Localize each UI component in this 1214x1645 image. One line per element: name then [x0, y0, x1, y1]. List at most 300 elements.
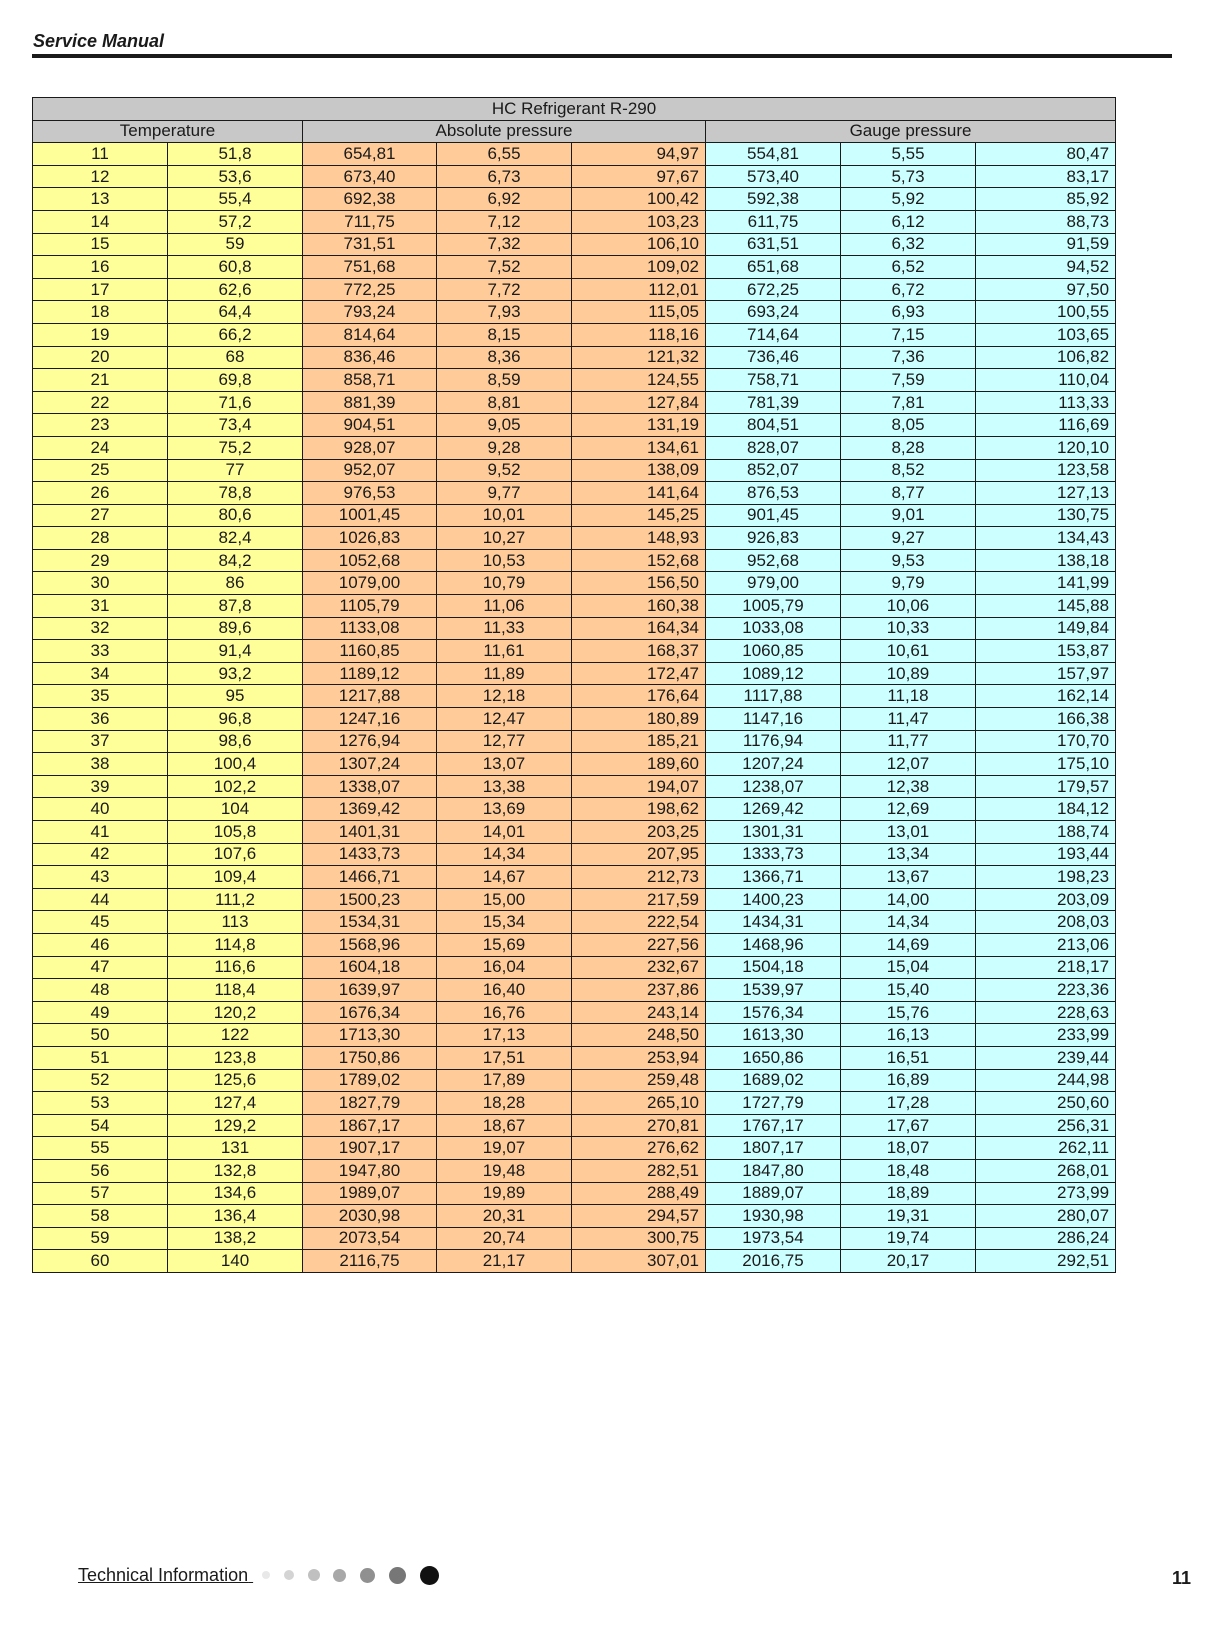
table-cell: 18,07	[841, 1137, 976, 1160]
table-row	[33, 662, 1116, 685]
table-cell: 16,76	[437, 1001, 572, 1024]
table-cell: 1767,17	[706, 1114, 841, 1137]
table-cell: 66,2	[168, 323, 303, 346]
table-cell: 300,75	[572, 1227, 706, 1250]
table-cell: 38	[33, 753, 168, 776]
table-cell: 50	[33, 1024, 168, 1047]
table-cell: 8,59	[437, 369, 572, 392]
table-cell: 104	[168, 798, 303, 821]
table-cell: 123,8	[168, 1046, 303, 1069]
table-cell: 7,93	[437, 301, 572, 324]
table-row	[33, 143, 1116, 166]
table-cell: 60	[33, 1250, 168, 1273]
table-cell: 12,38	[841, 775, 976, 798]
table-cell: 852,07	[706, 459, 841, 482]
table-row	[33, 911, 1116, 934]
table-cell: 1301,31	[706, 821, 841, 844]
table-cell: 112,01	[572, 278, 706, 301]
table-cell: 113	[168, 911, 303, 934]
table-cell: 141,99	[976, 572, 1116, 595]
table-row	[33, 843, 1116, 866]
table-cell: 573,40	[706, 165, 841, 188]
table-cell: 858,71	[303, 369, 437, 392]
table-cell: 97,50	[976, 278, 1116, 301]
group-header-gauge-pressure: Gauge pressure	[706, 120, 1116, 143]
table-cell: 14,34	[841, 911, 976, 934]
table-cell: 109,4	[168, 866, 303, 889]
table-cell: 113,33	[976, 391, 1116, 414]
table-cell: 1713,30	[303, 1024, 437, 1047]
table-cell: 11,77	[841, 730, 976, 753]
table-row	[33, 459, 1116, 482]
table-cell: 36	[33, 708, 168, 731]
table-cell: 217,59	[572, 888, 706, 911]
table-cell: 1217,88	[303, 685, 437, 708]
table-cell: 118,4	[168, 979, 303, 1002]
table-cell: 18,48	[841, 1159, 976, 1182]
table-cell: 20	[33, 346, 168, 369]
table-cell: 672,25	[706, 278, 841, 301]
table-cell: 115,05	[572, 301, 706, 324]
table-cell: 109,02	[572, 256, 706, 279]
table-cell: 5,55	[841, 143, 976, 166]
table-cell: 772,25	[303, 278, 437, 301]
table-cell: 1207,24	[706, 753, 841, 776]
table-cell: 149,84	[976, 617, 1116, 640]
table-cell: 16,04	[437, 956, 572, 979]
table-cell: 122	[168, 1024, 303, 1047]
table-cell: 273,99	[976, 1182, 1116, 1205]
table-cell: 203,09	[976, 888, 1116, 911]
table-cell: 243,14	[572, 1001, 706, 1024]
table-cell: 17,13	[437, 1024, 572, 1047]
table-cell: 1689,02	[706, 1069, 841, 1092]
table-cell: 731,51	[303, 233, 437, 256]
table-cell: 156,50	[572, 572, 706, 595]
table-cell: 793,24	[303, 301, 437, 324]
table-cell: 233,99	[976, 1024, 1116, 1047]
table-cell: 631,51	[706, 233, 841, 256]
table-cell: 87,8	[168, 595, 303, 618]
table-cell: 160,38	[572, 595, 706, 618]
table-cell: 1650,86	[706, 1046, 841, 1069]
table-cell: 11	[33, 143, 168, 166]
table-cell: 56	[33, 1159, 168, 1182]
table-cell: 184,12	[976, 798, 1116, 821]
table-cell: 16,51	[841, 1046, 976, 1069]
table-row	[33, 256, 1116, 279]
table-cell: 2073,54	[303, 1227, 437, 1250]
table-row	[33, 1137, 1116, 1160]
table-cell: 265,10	[572, 1092, 706, 1115]
table-cell: 10,89	[841, 662, 976, 685]
table-cell: 270,81	[572, 1114, 706, 1137]
table-cell: 48	[33, 979, 168, 1002]
table-cell: 138,2	[168, 1227, 303, 1250]
table-cell: 1176,94	[706, 730, 841, 753]
table-cell: 176,64	[572, 685, 706, 708]
table-cell: 2016,75	[706, 1250, 841, 1273]
table-cell: 1401,31	[303, 821, 437, 844]
table-cell: 1005,79	[706, 595, 841, 618]
table-cell: 157,97	[976, 662, 1116, 685]
table-cell: 1276,94	[303, 730, 437, 753]
table-cell: 8,05	[841, 414, 976, 437]
table-cell: 35	[33, 685, 168, 708]
table-row	[33, 369, 1116, 392]
table-cell: 1867,17	[303, 1114, 437, 1137]
table-cell: 1369,42	[303, 798, 437, 821]
table-cell: 307,01	[572, 1250, 706, 1273]
table-cell: 54	[33, 1114, 168, 1137]
table-cell: 1576,34	[706, 1001, 841, 1024]
table-cell: 736,46	[706, 346, 841, 369]
table-cell: 138,09	[572, 459, 706, 482]
table-cell: 88,73	[976, 210, 1116, 233]
table-cell: 13,07	[437, 753, 572, 776]
table-cell: 7,36	[841, 346, 976, 369]
table-cell: 152,68	[572, 549, 706, 572]
table-cell: 77	[168, 459, 303, 482]
table-cell: 123,58	[976, 459, 1116, 482]
table-cell: 19,48	[437, 1159, 572, 1182]
table-cell: 84,2	[168, 549, 303, 572]
table-cell: 100,42	[572, 188, 706, 211]
table-row	[33, 798, 1116, 821]
table-cell: 12,69	[841, 798, 976, 821]
table-cell: 111,2	[168, 888, 303, 911]
table-cell: 1676,34	[303, 1001, 437, 1024]
table-cell: 13,38	[437, 775, 572, 798]
table-cell: 31	[33, 595, 168, 618]
table-row	[33, 1227, 1116, 1250]
footer-link[interactable]: Technical Information	[78, 1565, 249, 1585]
table-row	[33, 278, 1116, 301]
table-cell: 1433,73	[303, 843, 437, 866]
table-cell: 94,52	[976, 256, 1116, 279]
table-cell: 14,34	[437, 843, 572, 866]
table-cell: 28	[33, 527, 168, 550]
table-cell: 15,34	[437, 911, 572, 934]
table-cell: 1604,18	[303, 956, 437, 979]
progress-dot	[360, 1568, 375, 1583]
table-cell: 140	[168, 1250, 303, 1273]
table-cell: 1907,17	[303, 1137, 437, 1160]
table-cell: 19,31	[841, 1205, 976, 1228]
table-cell: 82,4	[168, 527, 303, 550]
table-cell: 59	[33, 1227, 168, 1250]
table-cell: 12,18	[437, 685, 572, 708]
table-cell: 94,97	[572, 143, 706, 166]
table-cell: 134,43	[976, 527, 1116, 550]
table-cell: 1973,54	[706, 1227, 841, 1250]
table-cell: 45	[33, 911, 168, 934]
table-row	[33, 821, 1116, 844]
table-row	[33, 1205, 1116, 1228]
table-cell: 71,6	[168, 391, 303, 414]
table-cell: 121,32	[572, 346, 706, 369]
table-cell: 979,00	[706, 572, 841, 595]
table-row	[33, 753, 1116, 776]
table-cell: 12,47	[437, 708, 572, 731]
progress-dot	[284, 1570, 294, 1580]
table-cell: 51	[33, 1046, 168, 1069]
table-cell: 18	[33, 301, 168, 324]
table-cell: 14,00	[841, 888, 976, 911]
table-title-row	[33, 98, 1116, 121]
table-cell: 10,61	[841, 640, 976, 663]
table-cell: 134,61	[572, 436, 706, 459]
table-cell: 228,63	[976, 1001, 1116, 1024]
table-cell: 19,74	[841, 1227, 976, 1250]
table-cell: 1366,71	[706, 866, 841, 889]
table-cell: 10,79	[437, 572, 572, 595]
table-title: HC Refrigerant R-290	[33, 98, 1116, 121]
table-cell: 1468,96	[706, 933, 841, 956]
table-cell: 18,89	[841, 1182, 976, 1205]
table-cell: 49	[33, 1001, 168, 1024]
table-cell: 1400,23	[706, 888, 841, 911]
table-cell: 9,28	[437, 436, 572, 459]
table-cell: 1750,86	[303, 1046, 437, 1069]
table-cell: 19,07	[437, 1137, 572, 1160]
table-cell: 185,21	[572, 730, 706, 753]
progress-dot	[420, 1566, 439, 1585]
table-cell: 55,4	[168, 188, 303, 211]
table-cell: 12,77	[437, 730, 572, 753]
table-cell: 7,15	[841, 323, 976, 346]
table-cell: 1827,79	[303, 1092, 437, 1115]
table-cell: 8,77	[841, 482, 976, 505]
table-cell: 611,75	[706, 210, 841, 233]
table-cell: 59	[168, 233, 303, 256]
table-cell: 18,67	[437, 1114, 572, 1137]
table-cell: 96,8	[168, 708, 303, 731]
table-cell: 1613,30	[706, 1024, 841, 1047]
table-cell: 1033,08	[706, 617, 841, 640]
table-cell: 286,24	[976, 1227, 1116, 1250]
table-cell: 881,39	[303, 391, 437, 414]
progress-dot	[308, 1569, 320, 1581]
table-cell: 554,81	[706, 143, 841, 166]
table-body	[33, 143, 1116, 1273]
table-cell: 208,03	[976, 911, 1116, 934]
table-cell: 223,36	[976, 979, 1116, 1002]
table-cell: 814,64	[303, 323, 437, 346]
table-cell: 138,18	[976, 549, 1116, 572]
table-cell: 1889,07	[706, 1182, 841, 1205]
table-cell: 1930,98	[706, 1205, 841, 1228]
table-cell: 179,57	[976, 775, 1116, 798]
table-cell: 222,54	[572, 911, 706, 934]
table-cell: 41	[33, 821, 168, 844]
table-row	[33, 979, 1116, 1002]
table-cell: 189,60	[572, 753, 706, 776]
table-row	[33, 527, 1116, 550]
table-cell: 103,65	[976, 323, 1116, 346]
table-cell: 262,11	[976, 1137, 1116, 1160]
table-cell: 714,64	[706, 323, 841, 346]
table-cell: 7,32	[437, 233, 572, 256]
table-cell: 976,53	[303, 482, 437, 505]
table-cell: 11,89	[437, 662, 572, 685]
table-cell: 7,12	[437, 210, 572, 233]
table-cell: 6,32	[841, 233, 976, 256]
table-cell: 11,18	[841, 685, 976, 708]
table-row	[33, 1250, 1116, 1273]
table-cell: 55	[33, 1137, 168, 1160]
table-row	[33, 617, 1116, 640]
table-cell: 673,40	[303, 165, 437, 188]
table-cell: 711,75	[303, 210, 437, 233]
table-cell: 7,59	[841, 369, 976, 392]
table-cell: 33	[33, 640, 168, 663]
table-cell: 107,6	[168, 843, 303, 866]
table-cell: 6,93	[841, 301, 976, 324]
table-cell: 16,40	[437, 979, 572, 1002]
table-cell: 20,31	[437, 1205, 572, 1228]
table-cell: 1269,42	[706, 798, 841, 821]
table-cell: 1947,80	[303, 1159, 437, 1182]
table-cell: 9,52	[437, 459, 572, 482]
table-cell: 52	[33, 1069, 168, 1092]
group-header-temperature: Temperature	[33, 120, 303, 143]
table-cell: 180,89	[572, 708, 706, 731]
table-cell: 110,04	[976, 369, 1116, 392]
table-cell: 12	[33, 165, 168, 188]
table-cell: 136,4	[168, 1205, 303, 1228]
table-cell: 1079,00	[303, 572, 437, 595]
table-cell: 106,10	[572, 233, 706, 256]
table-row	[33, 210, 1116, 233]
table-cell: 100,55	[976, 301, 1116, 324]
table-cell: 213,06	[976, 933, 1116, 956]
table-cell: 44	[33, 888, 168, 911]
table-cell: 693,24	[706, 301, 841, 324]
table-cell: 1639,97	[303, 979, 437, 1002]
table-cell: 39	[33, 775, 168, 798]
table-cell: 21,17	[437, 1250, 572, 1273]
table-cell: 1807,17	[706, 1137, 841, 1160]
table-cell: 282,51	[572, 1159, 706, 1182]
table-cell: 73,4	[168, 414, 303, 437]
table-cell: 15,69	[437, 933, 572, 956]
table-row	[33, 301, 1116, 324]
table-cell: 116,6	[168, 956, 303, 979]
table-cell: 9,79	[841, 572, 976, 595]
table-cell: 131	[168, 1137, 303, 1160]
table-cell: 29	[33, 549, 168, 572]
table-cell: 1089,12	[706, 662, 841, 685]
table-cell: 5,92	[841, 188, 976, 211]
table-row	[33, 1069, 1116, 1092]
table-cell: 105,8	[168, 821, 303, 844]
table-row	[33, 595, 1116, 618]
table-cell: 10,06	[841, 595, 976, 618]
table-cell: 37	[33, 730, 168, 753]
progress-dot	[262, 1571, 270, 1579]
table-cell: 207,95	[572, 843, 706, 866]
table-cell: 78,8	[168, 482, 303, 505]
table-group-header-row	[33, 120, 1116, 143]
table-cell: 6,72	[841, 278, 976, 301]
header-rule	[32, 54, 1172, 58]
table-cell: 654,81	[303, 143, 437, 166]
table-cell: 14	[33, 210, 168, 233]
table-cell: 170,70	[976, 730, 1116, 753]
table-row	[33, 933, 1116, 956]
table-cell: 16,89	[841, 1069, 976, 1092]
table-cell: 17	[33, 278, 168, 301]
table-cell: 17,28	[841, 1092, 976, 1115]
table-cell: 952,07	[303, 459, 437, 482]
table-cell: 17,89	[437, 1069, 572, 1092]
table-cell: 244,98	[976, 1069, 1116, 1092]
table-cell: 124,55	[572, 369, 706, 392]
table-cell: 1504,18	[706, 956, 841, 979]
table-cell: 1001,45	[303, 504, 437, 527]
table-cell: 288,49	[572, 1182, 706, 1205]
table-cell: 127,13	[976, 482, 1116, 505]
table-cell: 53,6	[168, 165, 303, 188]
table-cell: 17,51	[437, 1046, 572, 1069]
table-cell: 100,4	[168, 753, 303, 776]
table-cell: 141,64	[572, 482, 706, 505]
table-cell: 93,2	[168, 662, 303, 685]
table-cell: 193,44	[976, 843, 1116, 866]
table-cell: 280,07	[976, 1205, 1116, 1228]
table-cell: 8,36	[437, 346, 572, 369]
table-row	[33, 391, 1116, 414]
table-cell: 125,6	[168, 1069, 303, 1092]
table-row	[33, 1159, 1116, 1182]
table-cell: 103,23	[572, 210, 706, 233]
table-row	[33, 1182, 1116, 1205]
table-cell: 57,2	[168, 210, 303, 233]
table-row	[33, 1092, 1116, 1115]
table-cell: 120,2	[168, 1001, 303, 1024]
table-cell: 8,52	[841, 459, 976, 482]
table-row	[33, 1001, 1116, 1024]
table-cell: 86	[168, 572, 303, 595]
table-row	[33, 165, 1116, 188]
table-cell: 26	[33, 482, 168, 505]
table-cell: 901,45	[706, 504, 841, 527]
table-cell: 27	[33, 504, 168, 527]
table-cell: 19	[33, 323, 168, 346]
table-cell: 926,83	[706, 527, 841, 550]
table-cell: 47	[33, 956, 168, 979]
table-cell: 651,68	[706, 256, 841, 279]
table-cell: 9,77	[437, 482, 572, 505]
table-cell: 62,6	[168, 278, 303, 301]
table-cell: 239,44	[976, 1046, 1116, 1069]
table-cell: 15,00	[437, 888, 572, 911]
table-cell: 928,07	[303, 436, 437, 459]
table-cell: 51,8	[168, 143, 303, 166]
table-cell: 1133,08	[303, 617, 437, 640]
table-row	[33, 1024, 1116, 1047]
table-cell: 836,46	[303, 346, 437, 369]
table-cell: 1847,80	[706, 1159, 841, 1182]
table-cell: 2116,75	[303, 1250, 437, 1273]
table-cell: 248,50	[572, 1024, 706, 1047]
table-cell: 1238,07	[706, 775, 841, 798]
table-cell: 876,53	[706, 482, 841, 505]
table-cell: 120,10	[976, 436, 1116, 459]
table-cell: 904,51	[303, 414, 437, 437]
table-cell: 1333,73	[706, 843, 841, 866]
